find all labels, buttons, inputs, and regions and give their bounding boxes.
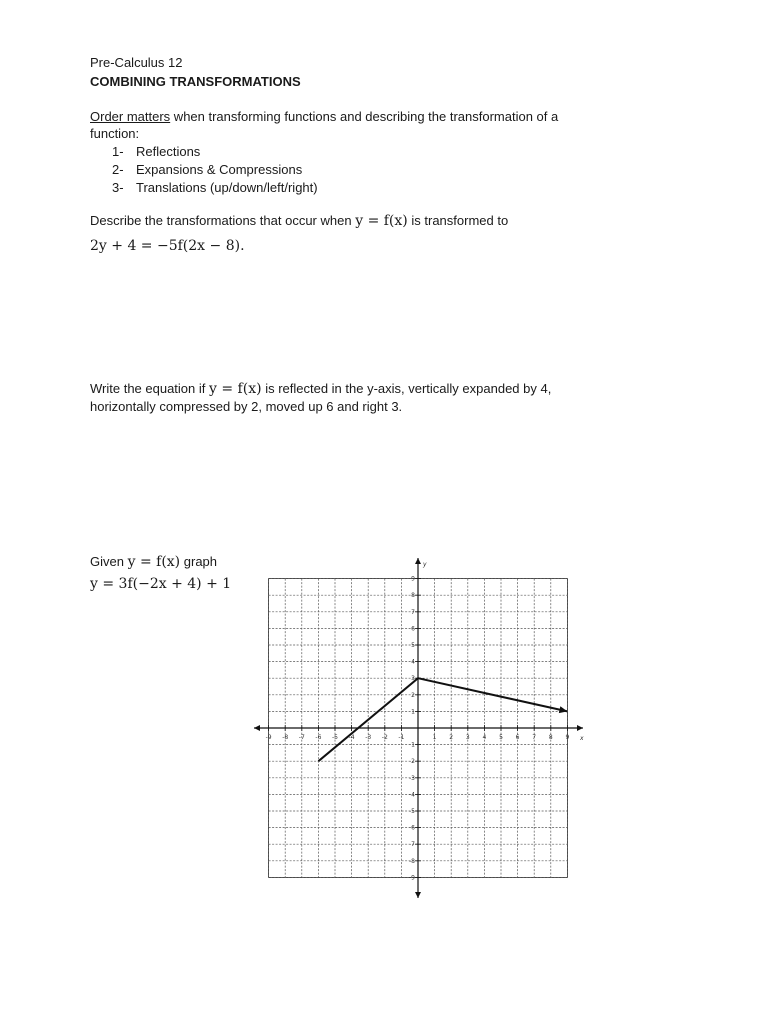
axes (254, 558, 583, 898)
function-graph (318, 678, 570, 761)
y-tick-label: -7 (409, 841, 415, 849)
x-tick-label: -4 (348, 734, 355, 741)
y-tick-label: -2 (409, 758, 415, 766)
question-3-text-before: Given (90, 554, 124, 569)
x-tick-label: 1 (432, 734, 437, 741)
y-axis-arrow-up (415, 558, 421, 564)
question-1-text-before: Describe the transformations that occur when (90, 213, 352, 228)
x-axis-label: x (580, 735, 584, 742)
y-tick-label: 6 (411, 625, 415, 633)
y-tick-label: -1 (409, 741, 415, 749)
y-tick-label: 5 (411, 642, 415, 649)
y-tick-label: -4 (409, 791, 415, 799)
list-item (112, 161, 318, 179)
transformation-order-list (112, 143, 318, 197)
x-axis-arrow-left (254, 725, 260, 731)
y-tick-label: 9 (411, 575, 415, 583)
x-tick-label: 9 (565, 734, 570, 741)
coordinate-grid (240, 552, 600, 908)
x-tick-label: -6 (315, 734, 322, 741)
question-3-equation: y = 3f(−2x + 4) + 1 (90, 576, 232, 592)
list-item-number: 1- (112, 144, 124, 159)
list-item-label: Expansions & Compressions (136, 162, 303, 177)
y-tick-label: -6 (409, 824, 415, 832)
tick-labels (266, 561, 584, 881)
y-axis-label: y (423, 561, 427, 568)
y-tick-label: 2 (411, 691, 415, 699)
x-tick-label: -8 (282, 734, 289, 741)
y-tick-label: -3 (409, 774, 415, 782)
x-tick-label: 6 (515, 734, 520, 741)
x-tick-label: 5 (499, 734, 503, 741)
x-tick-label: -7 (298, 734, 305, 741)
question-1-text-after: is transformed to (411, 213, 509, 228)
x-axis-arrow-right (577, 725, 583, 731)
question-2-prompt (90, 380, 590, 416)
intro-paragraph (90, 108, 570, 142)
question-3-function: y = f(x) (127, 554, 181, 570)
function-line (318, 678, 570, 761)
x-tick-label: -1 (398, 734, 405, 741)
question-2-text-before: Write the equation if (90, 381, 206, 396)
list-item-number: 2- (112, 162, 124, 177)
intro-text: when transforming functions and describing the transformation of a function: (90, 109, 559, 141)
x-tick-label: 4 (482, 734, 487, 741)
question-2-text-after: is reflected in the y-axis, vertically expanded by 4, horizontally compressed by 2, moved up 6 and right 3. (90, 381, 552, 414)
question-1-function: y = f(x) (355, 213, 408, 229)
y-tick-label: 4 (411, 658, 415, 666)
y-tick-label: -5 (409, 808, 415, 815)
list-item-label: Translations (up/down/left/right) (136, 180, 318, 195)
x-tick-label: -5 (332, 734, 338, 741)
x-tick-label: -3 (365, 734, 372, 741)
x-tick-label: 2 (449, 734, 454, 741)
question-2-function: y = f(x) (209, 381, 262, 397)
y-tick-label: 8 (411, 592, 415, 600)
y-tick-label: 7 (411, 608, 415, 616)
question-3-text-after: graph (183, 554, 218, 569)
list-item (112, 179, 318, 197)
question-3-prompt (90, 554, 217, 570)
question-1-prompt (90, 213, 508, 229)
page-title: COMBINING TRANSFORMATIONS (90, 74, 301, 89)
x-tick-label: 7 (532, 734, 537, 741)
list-item (112, 143, 318, 161)
course-name: Pre-Calculus 12 (90, 55, 183, 70)
x-tick-label: -9 (265, 734, 272, 741)
question-1-equation: 2y + 4 = −5f(2x − 8). (90, 238, 245, 254)
list-item-label: Reflections (136, 144, 201, 159)
y-tick-label: 1 (411, 708, 415, 716)
x-tick-label: 3 (465, 734, 470, 741)
x-tick-label: -2 (381, 734, 388, 741)
x-tick-label: 8 (548, 734, 553, 741)
y-tick-label: -9 (409, 874, 415, 882)
y-tick-label: -8 (409, 857, 415, 865)
y-axis-arrow-down (415, 892, 421, 898)
y-tick-label: 3 (411, 675, 415, 683)
list-item-number: 3- (112, 180, 124, 195)
intro-emphasis: Order matters (90, 109, 171, 124)
